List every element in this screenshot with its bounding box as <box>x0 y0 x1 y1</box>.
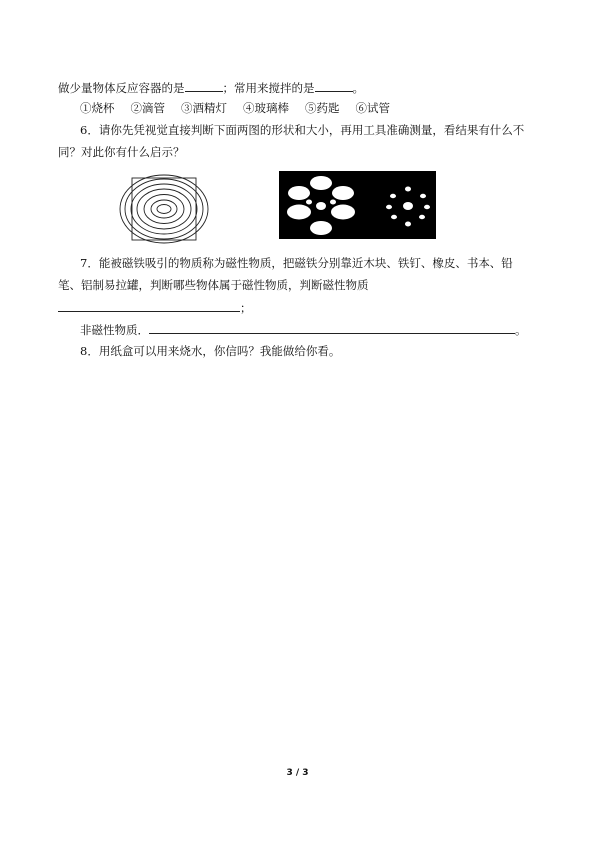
q5-blank-2[interactable] <box>315 80 353 92</box>
q5-option: ①烧杯 <box>80 101 115 115</box>
q5-text-sep: ；常用来搅拌的是 <box>222 81 315 95</box>
q7-magnetic-blank[interactable] <box>58 300 240 312</box>
page-number: 3 / 3 <box>286 768 309 778</box>
q5-option: ②滴管 <box>130 101 165 115</box>
q7-nonmagnetic-answer <box>80 322 527 337</box>
q7-line-2: 笔、铝制易拉罐，判断哪些物体属于磁性物质，判断磁性物质 <box>58 278 369 292</box>
concentric-circles-figure <box>118 173 210 245</box>
ebbinghaus-illusion-figure <box>279 171 436 239</box>
q5-text-end: 。 <box>352 81 364 95</box>
q5-line-a <box>58 80 364 95</box>
q5-options <box>80 101 406 115</box>
q6-line-2: 同？对此你有什么启示？ <box>58 145 185 159</box>
q5-blank-1[interactable] <box>185 80 223 92</box>
q8-line-1: 8．用纸盒可以用来烧水，你信吗？我能做给你看。 <box>80 344 341 358</box>
q5-option: ⑤药匙 <box>305 101 340 115</box>
q5-option: ④玻璃棒 <box>243 101 289 115</box>
q5-option: ⑥试管 <box>355 101 390 115</box>
q7-line-1: 7．能被磁铁吸引的物质称为磁性物质，把磁铁分别靠近木块、铁钉、橡皮、书本、铅 <box>80 256 513 270</box>
q7-nonmagnetic-blank[interactable] <box>149 322 515 334</box>
q7-semicolon: ； <box>240 301 252 315</box>
q7-magnetic-answer <box>58 300 252 315</box>
q7-period: 。 <box>515 323 527 337</box>
q5-option: ③酒精灯 <box>181 101 227 115</box>
q7-nonmag-label: 非磁性物质． <box>80 323 149 337</box>
q5-text-a: 做少量物体反应容器的是 <box>58 81 185 95</box>
q6-line-1: 6．请你先凭视觉直接判断下面两图的形状和大小，再用工具准确测量，看结果有什么不 <box>80 123 525 137</box>
